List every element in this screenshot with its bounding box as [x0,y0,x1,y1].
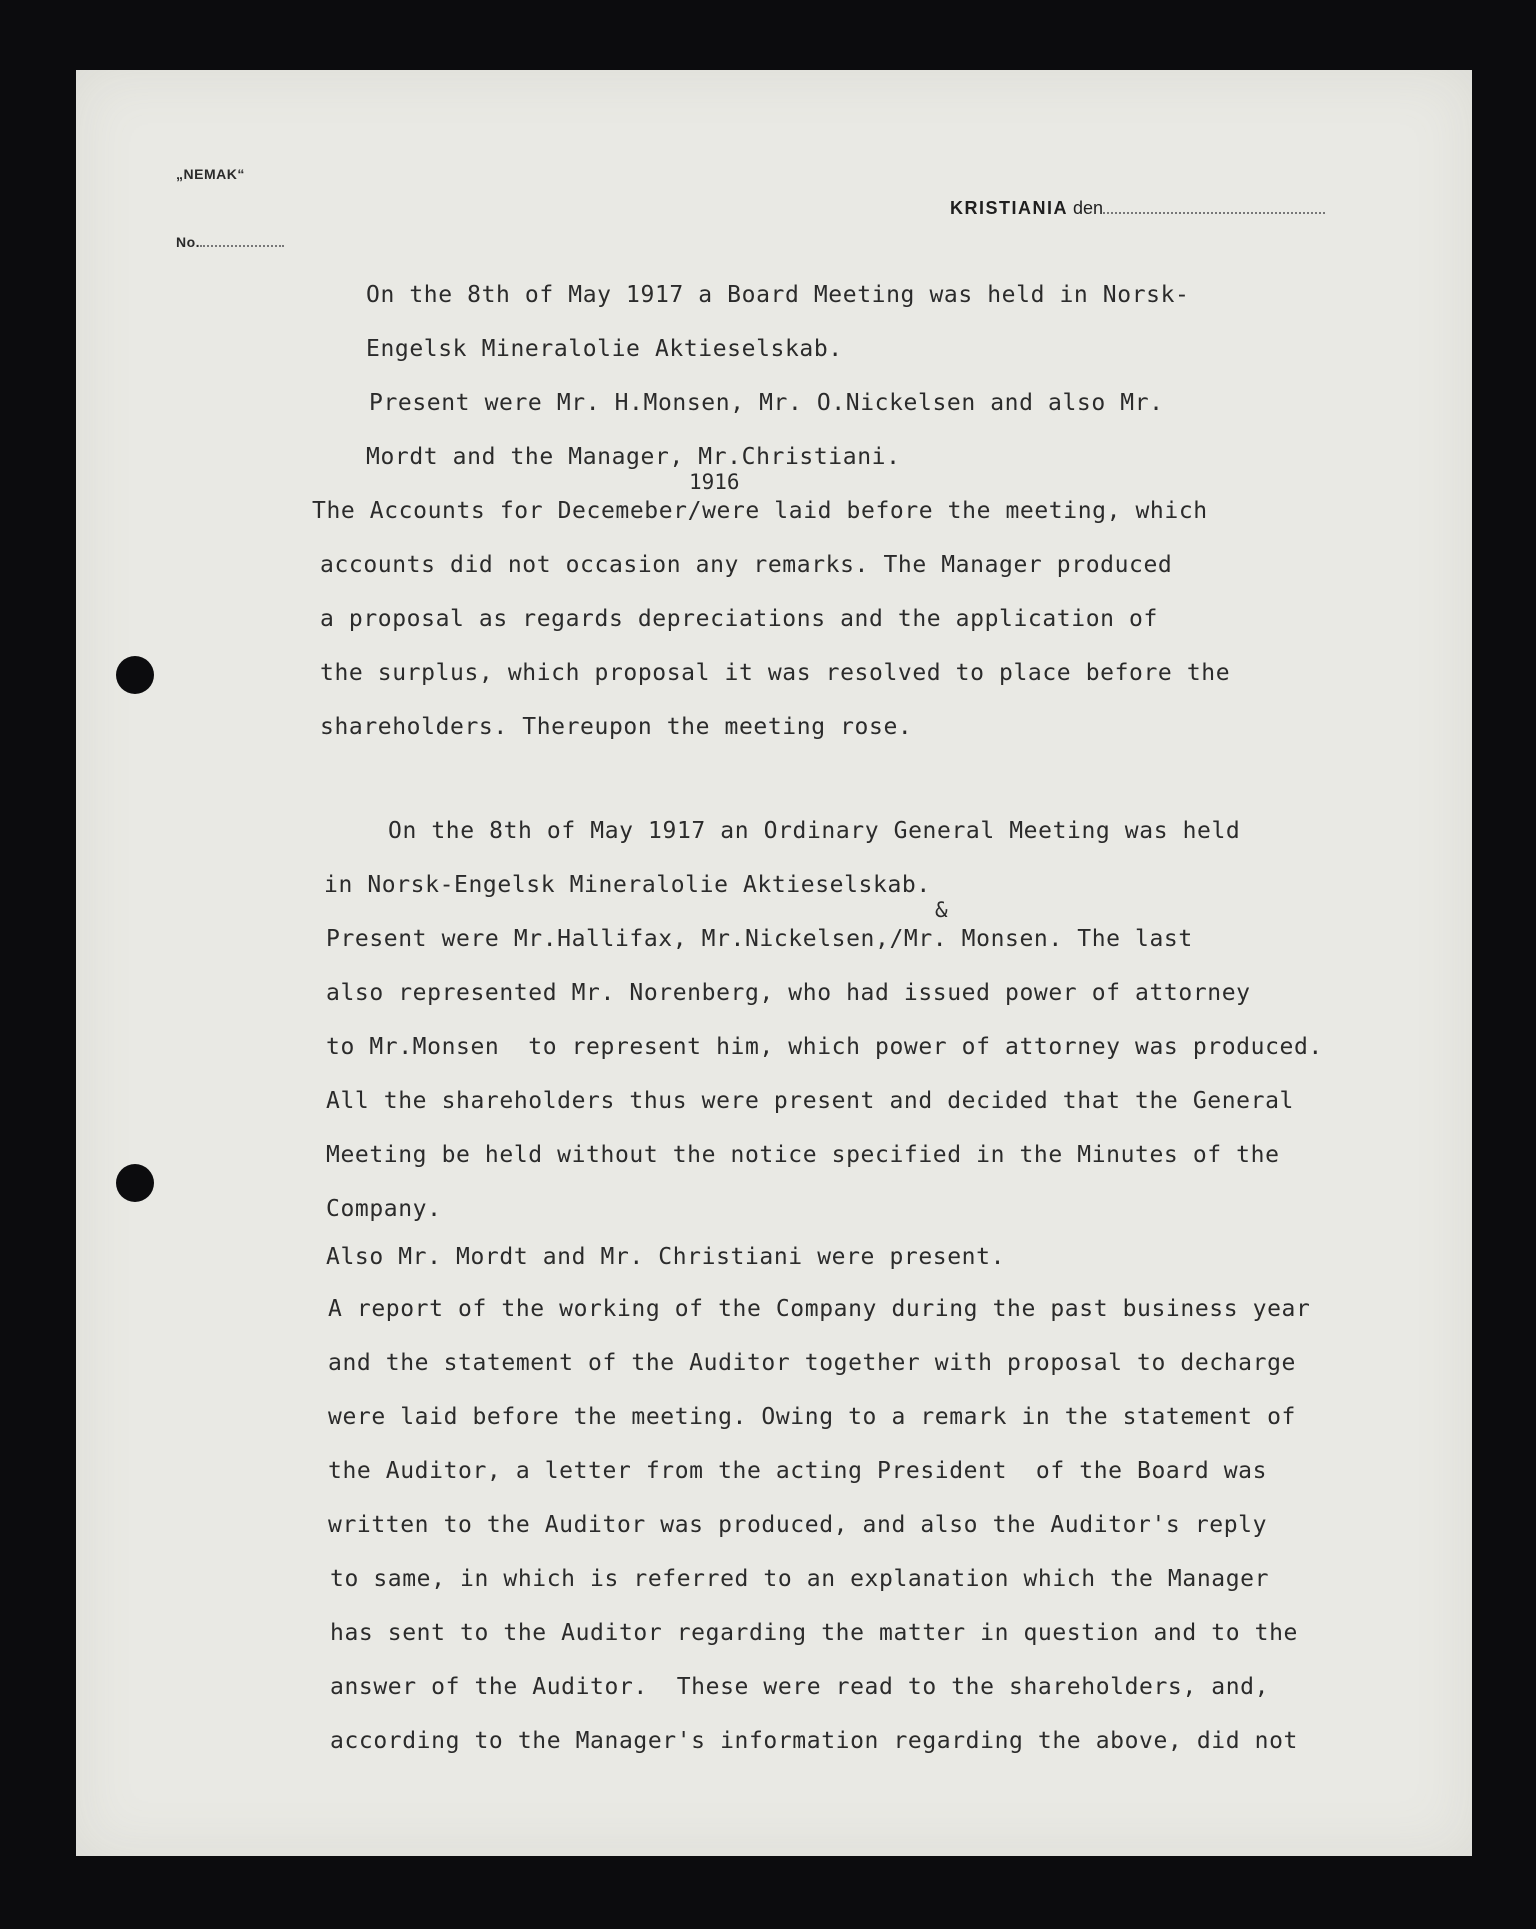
number-field [176,234,284,250]
text-line: according to the Manager's information regarding the above, did not [330,1728,1298,1754]
text-line: written to the Auditor was produced, and also the Auditor's reply [328,1512,1268,1538]
den-label: den [1073,198,1104,218]
text-line: to same, in which is referred to an explanation which the Manager [330,1566,1270,1592]
text-line: Engelsk Mineralolie Aktieselskab. [366,336,843,362]
text-line: On the 8th of May 1917 a Board Meeting was held in Norsk- [366,282,1190,308]
text-line: All the shareholders thus were present and decided that the General [326,1088,1294,1114]
text-line: the Auditor, a letter from the acting President of the Board was [328,1458,1268,1484]
company-mark: „NEMAK“ [176,166,245,182]
text-line: The Accounts for Decemeber/were laid before the meeting, which [312,498,1208,524]
inserted-year: 1916 [689,470,740,494]
inserted-ampersand: & [935,898,948,922]
text-line: in Norsk-Engelsk Mineralolie Aktieselskab. [324,872,931,898]
text-line: a proposal as regards depreciations and the application of [320,606,1158,632]
text-line: Also Mr. Mordt and Mr. Christiani were present. [326,1244,1006,1270]
document-page [76,70,1472,1856]
place-name: KRISTIANIA [950,198,1068,218]
text-line: A report of the working of the Company during the past business year [328,1296,1311,1322]
text-line: and the statement of the Auditor together with proposal to decharge [328,1350,1296,1376]
text-line: On the 8th of May 1917 an Ordinary General Meeting was held [388,818,1241,844]
text-line: the surplus, which proposal it was resolved to place before the [320,660,1231,686]
text-line: accounts did not occasion any remarks. The Manager produced [320,552,1173,578]
place-date-line [950,198,1325,219]
text-line: Company. [326,1196,442,1222]
text-line: Present were Mr. H.Monsen, Mr. O.Nickelsen and also Mr. [369,390,1164,416]
punch-hole-bottom [116,1164,154,1202]
text-line: Meeting be held without the notice specified in the Minutes of the [326,1142,1280,1168]
punch-hole-top [116,656,154,694]
number-label: No. [176,234,201,250]
text-line: to Mr.Monsen to represent him, which power of attorney was produced. [326,1034,1323,1060]
text-line: has sent to the Auditor regarding the matter in question and to the [330,1620,1298,1646]
text-line: answer of the Auditor. These were read to the shareholders, and, [330,1674,1270,1700]
text-line: Present were Mr.Hallifax, Mr.Nickelsen,/Mr. Monsen. The last [326,926,1193,952]
text-line: Mordt and the Manager, Mr.Christiani. [366,444,901,470]
text-line: also represented Mr. Norenberg, who had issued power of attorney [326,980,1251,1006]
text-line: shareholders. Thereupon the meeting rose. [320,714,913,740]
text-line: were laid before the meeting. Owing to a remark in the statement of [328,1404,1296,1430]
